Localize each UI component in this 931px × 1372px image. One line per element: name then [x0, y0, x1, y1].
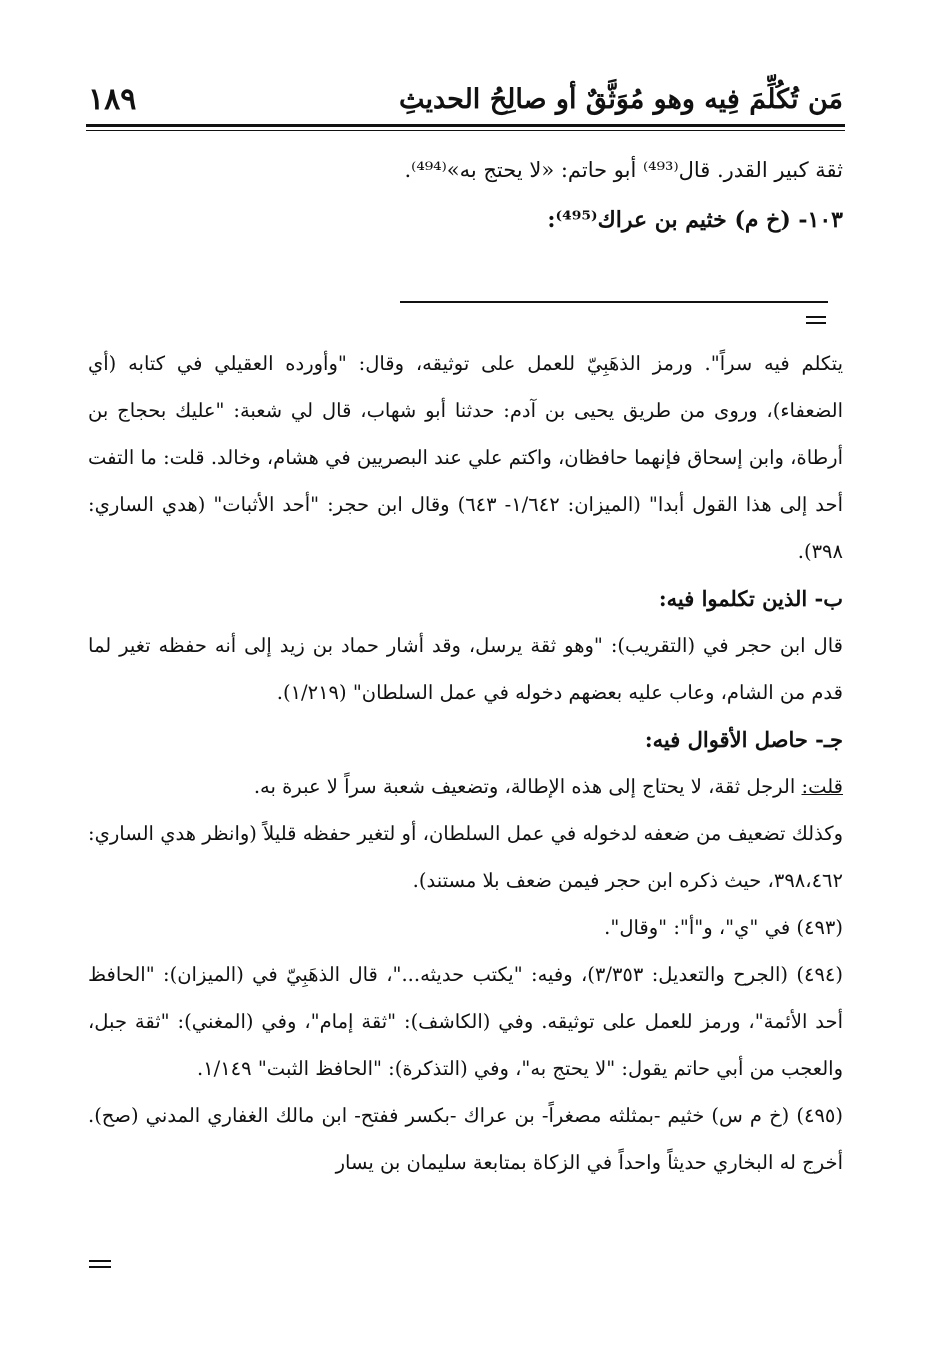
footnote-494: (٤٩٤) (الجرح والتعديل: ٣/٣٥٣)، وفيه: "يكتب حديثه..."، قال الذهَبِيّ في (الميزان): "الحافظ أحد الأئمة"، ورمز للعمل على توثيقه. وفي (الكاشف): "ثقة إمام"، وفي (المغني): "ثقة جبل، والعجب من أبي حاتم يقول: "لا يحتج به"، وفي (التذكرة): "الحافظ الثبت" ١/١٤٩.: [88, 963, 844, 1080]
footnotes: [88, 340, 843, 1186]
footnote-separator: [400, 301, 828, 303]
note-paragraph-3-text: الرجل ثقة، لا يحتاج إلى هذه الإطالة، وتضعيف شعبة سراً لا عبرة به.: [253, 775, 802, 798]
note-paragraph-1: يتكلم فيه سراً". ورمز الذهَبِيّ للعمل على توثيقه، وقال: "وأورده العقيلي في كتابه (أي الضعفاء)، وروى من طريق يحيى بن آدم: حدثنا أبو شهاب، قال لي شعبة: "عليك بحجاج بن أرطاة، وابن إسحاق فإنهما حافظان، واكتم علي عند البصريين في هشام، وخالد. قلت: ما التفت أحد إلى هذا القول أبدا" (الميزان: ١/٦٤٢- ٦٤٣) وقال ابن حجر: "أحد الأثبات" (هدي الساري: ٣٩٨).: [88, 352, 843, 563]
continuation-mark: [806, 316, 826, 328]
section-heading-c: جـ- حاصل الأقوال فيه:: [644, 727, 843, 752]
note-paragraph-3: [88, 763, 843, 810]
page-header: [88, 78, 843, 120]
running-title: مَن تُكُلِّمَ فِيه وهو مُوَثَّقٌ أو صالِحُ الحديثِ: [398, 83, 843, 115]
entry-heading: ١٠٣- (خ م) خثيم بن عراك⁽⁴⁹⁵⁾:: [547, 207, 843, 233]
header-rule-thin: [86, 130, 845, 131]
note-paragraph-4: وكذلك تضعيف من ضعفه لدخوله في عمل السلطان، أو لتغير حفظه قليلاً (وانظر هدي الساري: ٣٩٨،٤٦٢، حيث ذكره ابن حجر فيمن ضعف بلا مستند).: [88, 822, 843, 892]
main-text-line: ثقة كبير القدر. قال⁽⁴⁹³⁾ أبو حاتم: «لا يحتج به»⁽⁴⁹⁴⁾.: [404, 158, 843, 182]
note-paragraph-2: قال ابن حجر في (التقريب): "وهو ثقة يرسل، وقد أشار حماد بن زيد إلى أنه حفظه تغير لما قدم من الشام، وعاب عليه بعضهم دخوله في عمل السلطان" (١/٢١٩).: [88, 634, 843, 704]
footnote-495: (٤٩٥) (خ م س) خثيم -بمثلثه مصغراً- بن عراك -بكسر ففتح- ابن مالك الغفاري المدني (صح). أخرج له البخاري حديثاً واحداً في الزكاة بمتابعة سليمان بن يسار: [88, 1104, 843, 1174]
page-number: ١٨٩: [88, 81, 137, 117]
header-rule-thick: [86, 124, 845, 127]
section-heading-b: ب- الذين تكلموا فيه:: [658, 586, 843, 611]
footnote-493: (٤٩٣) في "ي"، و"أ": "وقال".: [604, 916, 843, 939]
qultu-label: قلت:: [801, 775, 843, 798]
continuation-mark-bottom: [89, 1260, 111, 1272]
